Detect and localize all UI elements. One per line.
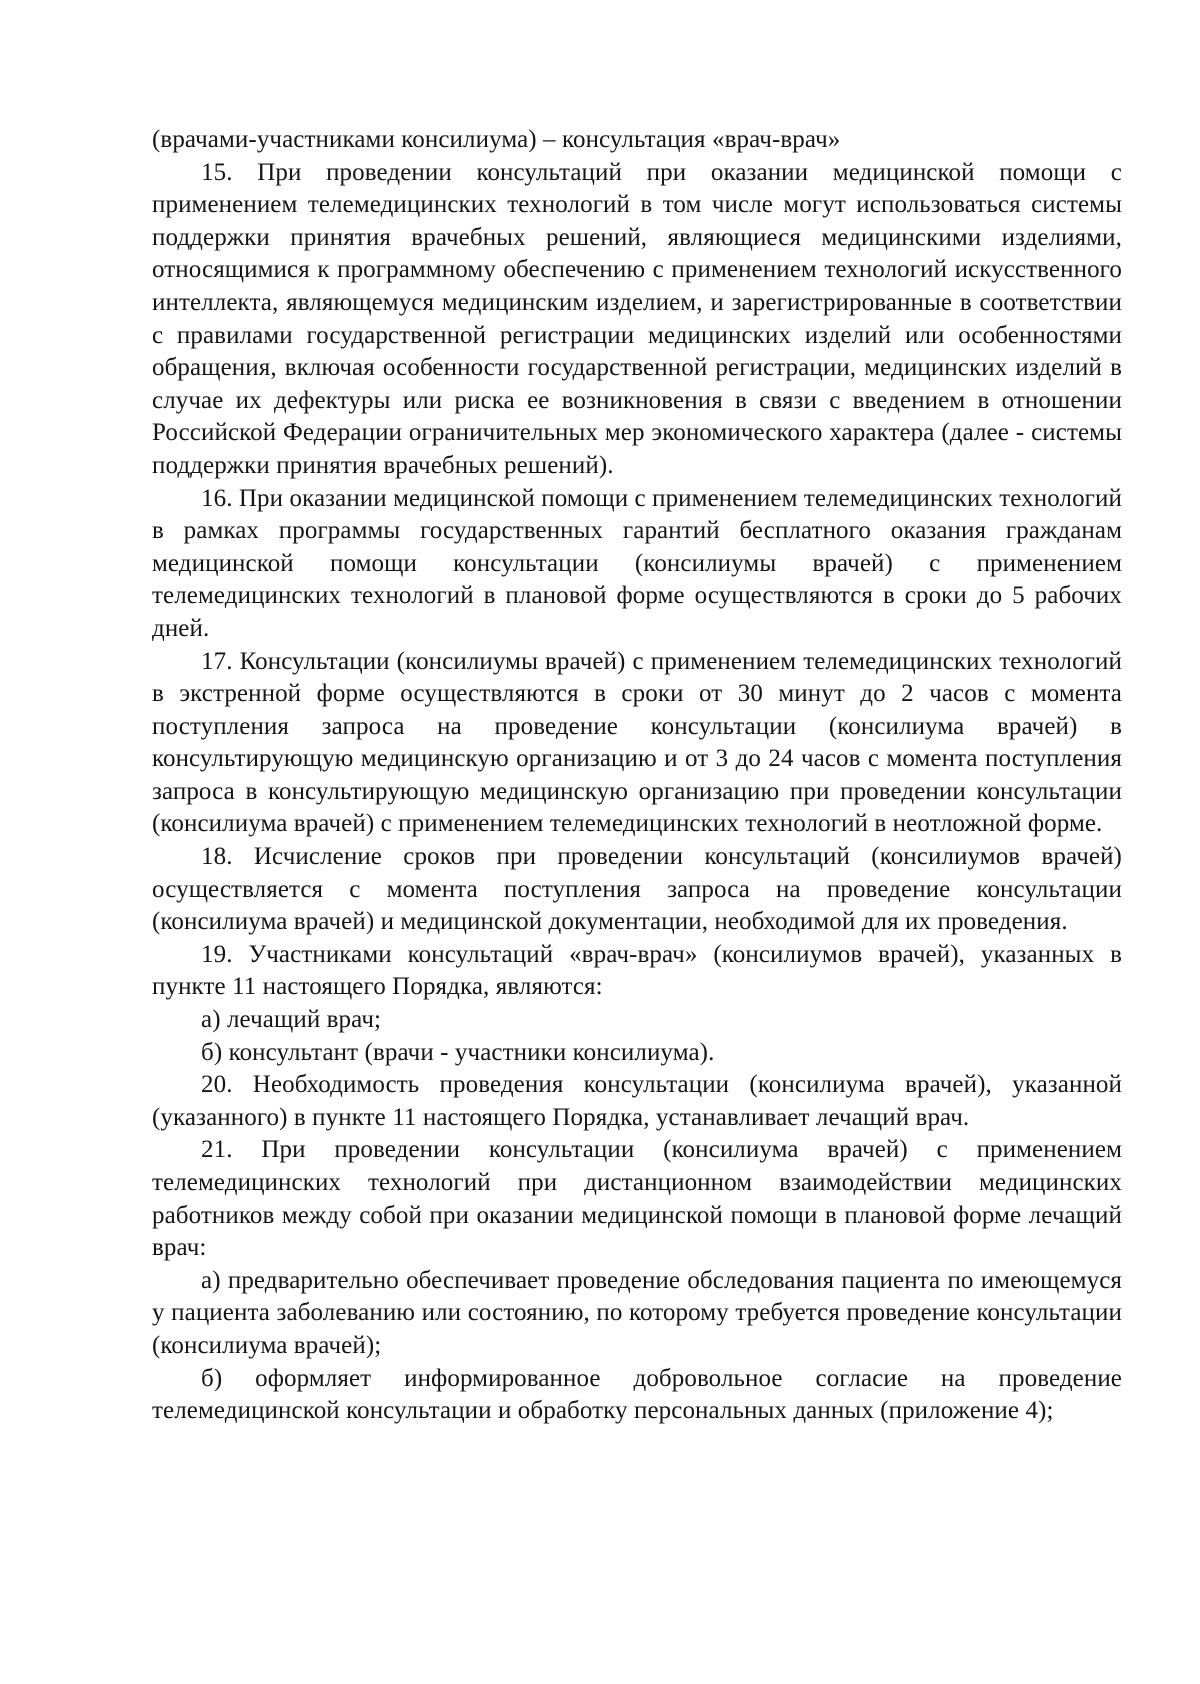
paragraph-19-b: б) консультант (врачи - участники консилиума).	[201, 1038, 715, 1066]
paragraph-21: 21. При проведении консультации (консилиума врачей) с применением телемедицинских технологий при дистанционном взаимодействии медицинских работников между собой при оказании медицинской помощи в плановой форме лечащий врач:	[152, 1136, 1122, 1262]
paragraph-17: 17. Консультации (консилиумы врачей) с применением телемедицинских технологий в экстренной форме осуществляются в сроки от 30 минут до 2 часов с момента поступления запроса на проведение консультации (консилиума врачей) в консультирующую медицинскую организацию и от 3 до 24 часов с момента поступления запроса в консультирующую медицинскую организацию при проведении консультации (консилиума врачей) с применением телемедицинских технологий в неотложной форме.	[152, 647, 1122, 838]
paragraph-19: 19. Участниками консультаций «врач-врач» (консилиумов врачей), указанных в пункте 11 настоящего Порядка, являются:	[152, 940, 1122, 1001]
paragraph-20: 20. Необходимость проведения консультации (консилиума врачей), указанной (указанного) в пункте 11 настоящего Порядка, устанавливает лечащий врач.	[152, 1071, 1122, 1131]
document-body	[152, 124, 1122, 1428]
paragraph-21-a: а) предварительно обеспечивает проведение обследования пациента по имеющемуся у пациента заболеванию или состоянию, по которому требуется проведение консультации (консилиума врачей);	[152, 1266, 1122, 1359]
paragraph-18: 18. Исчисление сроков при проведении консультаций (консилиумов врачей) осуществляется с момента поступления запроса на проведение консультации (консилиума врачей) и медицинской документации, необходимой для их проведения.	[152, 843, 1122, 936]
paragraph-15: 15. При проведении консультаций при оказании медицинской помощи с применением телемедицинских технологий в том числе могут использоваться системы поддержки принятия врачебных решений, являющиеся медицинскими изделиями, относящимися к программному обеспечению с применением технологий искусственного интеллекта, являющемуся медицинским изделием, и зарегистрированные в соответствии с правилами государственной регистрации медицинских изделий или особенностями обращения, включая особенности государственной регистрации, медицинских изделий в случае их дефектуры или риска ее возникновения в связи с введением в отношении Российской Федерации ограничительных мер экономического характера (далее - системы поддержки принятия врачебных решений).	[152, 158, 1122, 479]
paragraph-21-b: б) оформляет информированное добровольное согласие на проведение телемедицинской консультации и обработку персональных данных (приложение 4);	[152, 1364, 1122, 1425]
paragraph-16: 16. При оказании медицинской помощи с применением телемедицинских технологий в рамках программы государственных гарантий бесплатного оказания гражданам медицинской помощи консультации (консилиумы врачей) с применением телемедицинских технологий в плановой форме осуществляются в сроки до 5 рабочих дней.	[152, 484, 1122, 642]
paragraph-continuation: (врачами-участниками консилиума) – консультация «врач-врач»	[152, 126, 841, 153]
paragraph-19-a: а) лечащий врач;	[201, 1006, 382, 1034]
